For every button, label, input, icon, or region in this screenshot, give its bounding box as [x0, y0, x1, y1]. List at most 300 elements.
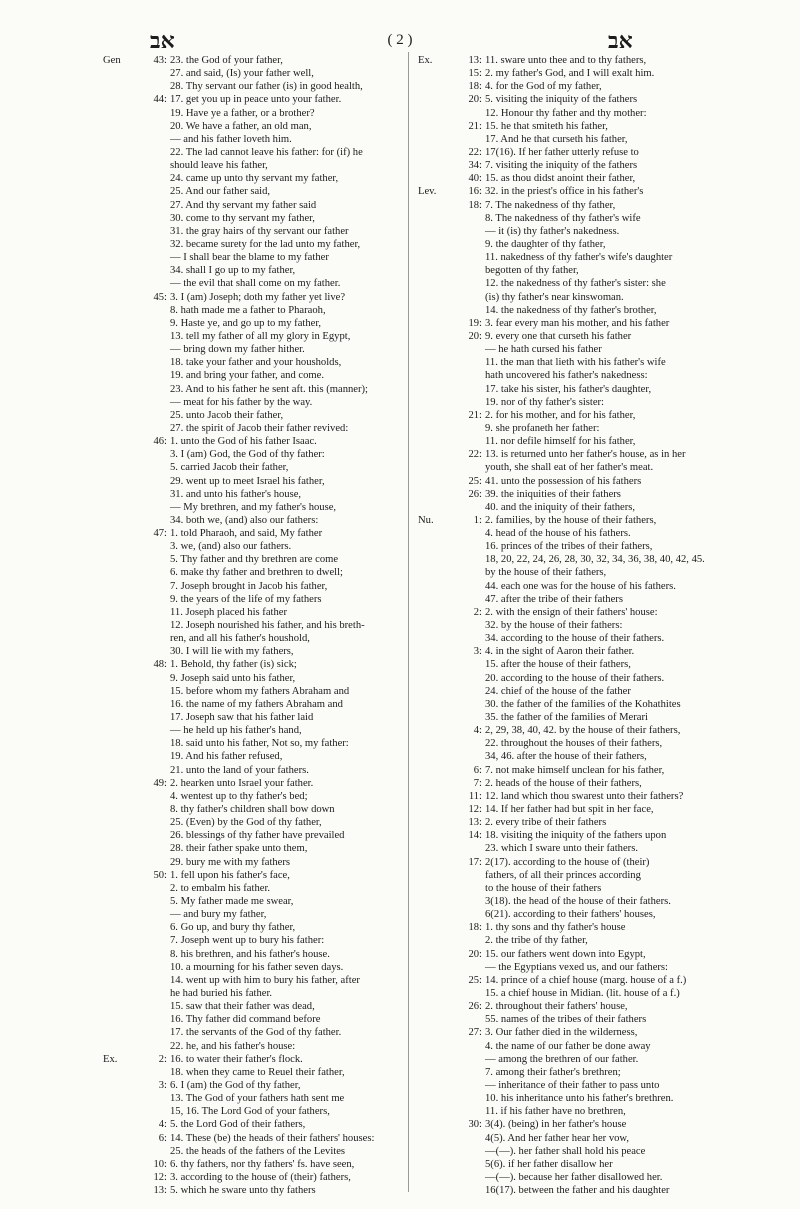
concordance-entry [103, 658, 403, 671]
concordance-entry [418, 895, 778, 908]
book-ref [418, 619, 440, 632]
chapter-ref [133, 895, 167, 908]
book-ref [418, 1013, 440, 1026]
entry-text: 9. every one that curseth his father [485, 330, 632, 342]
entry-text: 55. names of the tribes of their fathers [485, 1014, 647, 1026]
concordance-entry [103, 869, 403, 882]
book-ref [103, 146, 133, 159]
chapter-ref [133, 383, 167, 396]
entry-text: 22. he, and his father's house: [170, 1040, 296, 1052]
chapter-ref [440, 356, 482, 369]
book-ref [418, 961, 440, 974]
concordance-entry [103, 737, 403, 750]
concordance-entry [418, 1079, 778, 1092]
chapter-ref: 4: [158, 1119, 167, 1131]
chapter-ref [133, 238, 167, 251]
entry-text: 14. These (be) the heads of their fathers' houses: [170, 1132, 375, 1144]
chapter-ref [133, 199, 167, 212]
book-ref [418, 934, 440, 947]
chapter-ref [133, 133, 167, 146]
concordance-entry [418, 869, 778, 882]
entry-text: 4. the name of our father be done away [485, 1040, 651, 1052]
book-ref [418, 67, 440, 80]
book-ref [103, 882, 133, 895]
chapter-ref: 22: [468, 146, 482, 158]
concordance-entry [103, 882, 403, 895]
book-ref [103, 934, 133, 947]
entry-text: 9. Joseph said unto his father, [170, 672, 296, 684]
book-ref [418, 948, 440, 961]
book-ref [103, 553, 133, 566]
book-ref [418, 369, 440, 382]
entry-text: 7. The nakedness of thy father, [485, 199, 616, 211]
entry-text: — and bury my father, [170, 909, 267, 921]
concordance-entry [418, 829, 778, 842]
concordance-entry [418, 1066, 778, 1079]
entry-text: 13. tell my father of all my glory in Egypt, [170, 330, 351, 342]
chapter-ref [133, 580, 167, 593]
book-ref [418, 1158, 440, 1171]
book-ref [418, 921, 440, 934]
chapter-ref: 18: [468, 81, 482, 93]
book-ref [103, 711, 133, 724]
book-ref [418, 133, 440, 146]
book-ref [418, 1079, 440, 1092]
chapter-ref [440, 882, 482, 895]
concordance-entry [103, 1171, 403, 1184]
book-ref [418, 1026, 440, 1039]
entry-text: 32. in the priest's office in his father's [485, 186, 644, 198]
concordance-entry [418, 67, 778, 80]
chapter-ref [440, 632, 482, 645]
book-ref [103, 1066, 133, 1079]
chapter-ref [133, 80, 167, 93]
chapter-ref [133, 1013, 167, 1026]
entry-text: 19. And his father refused, [170, 751, 283, 763]
entry-text: 29. went up to meet Israel his father, [170, 475, 325, 487]
chapter-ref [133, 842, 167, 855]
entry-text: youth, she shall eat of her father's meat. [485, 462, 654, 474]
left-column [103, 54, 403, 1197]
chapter-ref [440, 501, 482, 514]
entry-text: 5. carried Jacob their father, [170, 462, 289, 474]
entry-text: 4. wentest up to thy father's bed; [170, 790, 308, 802]
book-ref [103, 383, 133, 396]
entry-text: 7. not make himself unclean for his father, [485, 764, 665, 776]
entry-text: 4. head of the house of his fathers. [485, 528, 631, 540]
right-column [418, 54, 778, 1197]
book-ref [103, 856, 133, 869]
entry-text: 4. for the God of my father, [485, 81, 602, 93]
entry-text: 34. both we, (and) also our fathers: [170, 514, 319, 526]
book-ref [103, 961, 133, 974]
book-ref [418, 1066, 440, 1079]
book-ref [103, 580, 133, 593]
concordance-entry [103, 1013, 403, 1026]
concordance-entry [103, 422, 403, 435]
chapter-ref [440, 737, 482, 750]
book-ref [103, 1158, 133, 1171]
entry-text: — he hath cursed his father [485, 344, 602, 356]
book-ref [418, 540, 440, 553]
entry-text: 17. take his sister, his father's daughter, [485, 383, 652, 395]
entry-text: 2, 29, 38, 40, 42. by the house of their fathers, [485, 725, 681, 737]
book-ref [103, 829, 133, 842]
entry-text: 6. Go up, and bury thy father, [170, 922, 296, 934]
entry-text: 15. saw that their father was dead, [170, 1001, 315, 1013]
book-ref [103, 251, 133, 264]
entry-text: 40. and the iniquity of their fathers, [485, 501, 636, 513]
entry-text: 30. come to thy servant my father, [170, 212, 315, 224]
chapter-ref [440, 264, 482, 277]
entry-text: 15. he that smiteth his father, [485, 120, 608, 132]
book-ref [103, 790, 133, 803]
book-ref [418, 606, 440, 619]
chapter-ref: 15: [468, 68, 482, 80]
entry-text: — meat for his father by the way. [170, 396, 313, 408]
book-ref [103, 593, 133, 606]
concordance-entry [103, 895, 403, 908]
book-ref [418, 291, 440, 304]
concordance-entry [418, 1026, 778, 1039]
entry-text: begotten of thy father, [485, 265, 579, 277]
chapter-ref [440, 711, 482, 724]
book-ref [418, 672, 440, 685]
entry-text: 15. before whom my fathers Abraham and [170, 685, 350, 697]
entry-text: 7. Joseph brought in Jacob his father, [170, 580, 328, 592]
chapter-ref: 20: [468, 948, 482, 960]
book-ref [103, 974, 133, 987]
chapter-ref [133, 1092, 167, 1105]
book-ref [103, 422, 133, 435]
entry-text: 27. and said, (Is) your father well, [170, 68, 314, 80]
chapter-ref [440, 1158, 482, 1171]
concordance-entry [103, 1184, 403, 1197]
book-ref [103, 159, 133, 172]
entry-text: should leave his father, [170, 160, 268, 172]
book-ref [418, 1118, 440, 1131]
concordance-entry [103, 1105, 403, 1118]
concordance-entry [418, 172, 778, 185]
concordance-entry [103, 330, 403, 343]
chapter-ref [440, 383, 482, 396]
entry-text: 27. the spirit of Jacob their father revived: [170, 422, 349, 434]
chapter-ref [440, 304, 482, 317]
concordance-entry [418, 816, 778, 829]
chapter-ref [133, 540, 167, 553]
concordance-entry [418, 343, 778, 356]
concordance-entry [103, 107, 403, 120]
concordance-entry [418, 146, 778, 159]
entry-text: — it (is) thy father's nakedness. [485, 225, 620, 237]
chapter-ref [133, 475, 167, 488]
concordance-entry [103, 172, 403, 185]
entry-text: 35. the father of the families of Merari [485, 712, 648, 724]
chapter-ref: 18: [468, 922, 482, 934]
entry-text: 2. my father's God, and I will exalt him. [485, 68, 655, 80]
book-ref [418, 1184, 440, 1197]
book-ref [418, 93, 440, 106]
concordance-entry [103, 842, 403, 855]
chapter-ref [440, 1171, 482, 1184]
concordance-entry [103, 790, 403, 803]
chapter-ref: 47: [153, 528, 167, 540]
entry-text: 16. the name of my fathers Abraham and [170, 698, 343, 710]
entry-text: 3. fear every man his mother, and his father [485, 317, 670, 329]
concordance-entry [103, 921, 403, 934]
chapter-ref [133, 488, 167, 501]
concordance-entry [103, 383, 403, 396]
concordance-entry [418, 593, 778, 606]
chapter-ref [440, 1184, 482, 1197]
book-ref [418, 1000, 440, 1013]
chapter-ref [133, 514, 167, 527]
concordance-entry [103, 750, 403, 763]
chapter-ref [133, 619, 167, 632]
chapter-ref [133, 1040, 167, 1053]
concordance-entry [418, 619, 778, 632]
entry-text: 2. with the ensign of their fathers' house: [485, 606, 658, 618]
book-ref [103, 277, 133, 290]
chapter-ref: 11: [468, 790, 482, 802]
chapter-ref [133, 409, 167, 422]
chapter-ref [133, 566, 167, 579]
book-ref [418, 566, 440, 579]
entry-text: 2. heads of the house of their fathers, [485, 777, 642, 789]
chapter-ref [440, 698, 482, 711]
book-ref [103, 1013, 133, 1026]
column-divider [408, 52, 409, 1192]
book-ref [418, 1105, 440, 1118]
concordance-entry [418, 488, 778, 501]
book-ref [103, 172, 133, 185]
concordance-entry [103, 961, 403, 974]
book-ref [103, 842, 133, 855]
chapter-ref: 13: [468, 55, 482, 66]
concordance-entry [418, 856, 778, 869]
book-ref [103, 1145, 133, 1158]
chapter-ref [133, 369, 167, 382]
entry-text: 1. told Pharaoh, and said, My father [170, 528, 323, 540]
chapter-ref [133, 159, 167, 172]
concordance-entry [103, 1000, 403, 1013]
chapter-ref [440, 461, 482, 474]
concordance-entry [418, 369, 778, 382]
entry-text: 30. the father of the families of the Kohathites [485, 698, 681, 710]
chapter-ref [133, 1000, 167, 1013]
entry-text: 5. Thy father and thy brethren are come [170, 554, 339, 566]
concordance-entry [418, 606, 778, 619]
book-ref: Ex. [418, 55, 433, 66]
book-ref [103, 409, 133, 422]
concordance-entry [418, 672, 778, 685]
concordance-entry [418, 422, 778, 435]
chapter-ref [133, 974, 167, 987]
book-ref [103, 566, 133, 579]
chapter-ref [133, 750, 167, 763]
entry-text: 18. visiting the iniquity of the fathers upon [485, 830, 667, 842]
concordance-entry [103, 501, 403, 514]
concordance-entry [418, 948, 778, 961]
book-ref [418, 987, 440, 1000]
book-ref [103, 764, 133, 777]
entry-text: 5. the Lord God of their fathers, [170, 1119, 306, 1131]
book-ref [103, 1132, 133, 1145]
book-ref: Nu. [418, 514, 434, 526]
book-ref [418, 343, 440, 356]
book-ref [418, 120, 440, 133]
entry-text: 6. I (am) the God of thy father, [170, 1079, 301, 1091]
concordance-entry [418, 291, 778, 304]
concordance-entry [418, 842, 778, 855]
chapter-ref [133, 1105, 167, 1118]
right-heading: אב [608, 28, 633, 54]
book-ref [103, 724, 133, 737]
concordance-entry [418, 1013, 778, 1026]
concordance-entry [103, 238, 403, 251]
concordance-entry [418, 501, 778, 514]
book-ref [103, 185, 133, 198]
chapter-ref: 50: [153, 869, 167, 881]
book-ref [103, 212, 133, 225]
concordance-entry [418, 212, 778, 225]
chapter-ref [133, 606, 167, 619]
entry-text: 31. the gray hairs of thy servant our father [170, 225, 349, 237]
concordance-entry [103, 199, 403, 212]
entry-text: ren, and all his father's houshold, [170, 633, 310, 645]
concordance-entry [418, 330, 778, 343]
chapter-ref [133, 422, 167, 435]
concordance-entry [103, 934, 403, 947]
chapter-ref [440, 869, 482, 882]
concordance-entry [418, 396, 778, 409]
book-ref [103, 80, 133, 93]
concordance-entry [103, 435, 403, 448]
book-ref [418, 750, 440, 763]
entry-text: to the house of their fathers [485, 882, 602, 894]
concordance-entry [103, 1026, 403, 1039]
concordance-entry [418, 435, 778, 448]
entry-text: 2. for his mother, and for his father, [485, 409, 636, 421]
chapter-ref: 17: [468, 856, 482, 868]
entry-text: 18. take your father and your housholds, [170, 357, 342, 369]
concordance-entry [103, 987, 403, 1000]
concordance-entry [418, 159, 778, 172]
chapter-ref [133, 461, 167, 474]
chapter-ref [440, 553, 482, 566]
concordance-entry [103, 1040, 403, 1053]
concordance-entry [418, 1145, 778, 1158]
concordance-entry [418, 1132, 778, 1145]
concordance-entry [103, 93, 403, 106]
left-heading: אב [150, 28, 175, 54]
entry-text: — bring down my father hither. [170, 344, 305, 356]
chapter-ref: 48: [153, 659, 167, 671]
entry-text: 14. went up with him to bury his father, after [170, 974, 360, 986]
entry-text: 8. thy father's children shall bow down [170, 804, 335, 816]
chapter-ref [133, 172, 167, 185]
concordance-entry [103, 777, 403, 790]
book-ref [418, 1171, 440, 1184]
book-ref [103, 816, 133, 829]
entry-text: — the Egyptians vexed us, and our fathers: [485, 961, 668, 973]
concordance-entry [418, 185, 778, 198]
book-ref [418, 908, 440, 921]
entry-text: fathers, of all their princes according [485, 869, 641, 881]
chapter-ref: 6: [473, 764, 482, 776]
concordance-entry [418, 711, 778, 724]
concordance-entry [103, 645, 403, 658]
entry-text: 15. our fathers went down into Egypt, [485, 948, 646, 960]
chapter-ref [133, 593, 167, 606]
book-ref [103, 107, 133, 120]
chapter-ref [440, 593, 482, 606]
entry-text: 11. sware unto thee and to thy fathers, [485, 55, 647, 66]
concordance-entry [418, 580, 778, 593]
entry-text: 24. came up unto thy servant my father, [170, 173, 339, 185]
entry-text: 1. Behold, thy father (is) sick; [170, 659, 297, 671]
book-ref [103, 645, 133, 658]
concordance-entry [103, 829, 403, 842]
entry-text: 2. the tribe of thy father, [485, 935, 588, 947]
chapter-ref [133, 764, 167, 777]
concordance-entry [103, 396, 403, 409]
concordance-entry [103, 159, 403, 172]
entry-text: 1. unto the God of his father Isaac. [170, 436, 317, 448]
chapter-ref: 13: [153, 1185, 167, 1197]
concordance-entry [418, 356, 778, 369]
entry-text: 9. Haste ye, and go up to my father, [170, 317, 322, 329]
book-ref [418, 1040, 440, 1053]
entry-text: 6(21). according to their fathers' houses, [485, 909, 656, 921]
concordance-entry [103, 514, 403, 527]
chapter-ref: 18: [468, 199, 482, 211]
chapter-ref [440, 435, 482, 448]
entry-text: 28. their father spake unto them, [170, 843, 308, 855]
concordance-entry [418, 80, 778, 93]
entry-text: 9. the years of the life of my fathers [170, 593, 322, 605]
book-ref [103, 1171, 133, 1184]
book-ref [103, 225, 133, 238]
chapter-ref [440, 343, 482, 356]
entry-text: 4(5). And her father hear her vow, [485, 1132, 630, 1144]
entry-text: 25. And our father said, [170, 186, 271, 198]
book-ref [418, 146, 440, 159]
book-ref [103, 777, 133, 790]
concordance-entry [103, 475, 403, 488]
book-ref [418, 698, 440, 711]
entry-text: 3. Our father died in the wilderness, [485, 1027, 638, 1039]
concordance-entry [103, 527, 403, 540]
chapter-ref: 1: [473, 514, 482, 526]
chapter-ref [133, 856, 167, 869]
entry-text: 8. The nakedness of thy father's wife [485, 212, 641, 224]
chapter-ref [133, 737, 167, 750]
entry-text: 12. land which thou swarest unto their fathers? [485, 790, 684, 802]
chapter-ref: 12: [153, 1171, 167, 1183]
entry-text: 18, 20, 22, 24, 26, 28, 30, 32, 34, 36, 38, 40, 42, 45. [485, 554, 705, 566]
concordance-entry [103, 212, 403, 225]
chapter-ref: 20: [468, 94, 482, 106]
book-ref [418, 777, 440, 790]
chapter-ref [440, 580, 482, 593]
entry-text: 19. nor of thy father's sister: [485, 396, 605, 408]
entry-text: 17. And he that curseth his father, [485, 133, 628, 145]
chapter-ref: 45: [153, 291, 167, 303]
entry-text: 16. princes of the tribes of their fathers, [485, 541, 653, 553]
chapter-ref [440, 422, 482, 435]
concordance-entry [418, 1158, 778, 1171]
